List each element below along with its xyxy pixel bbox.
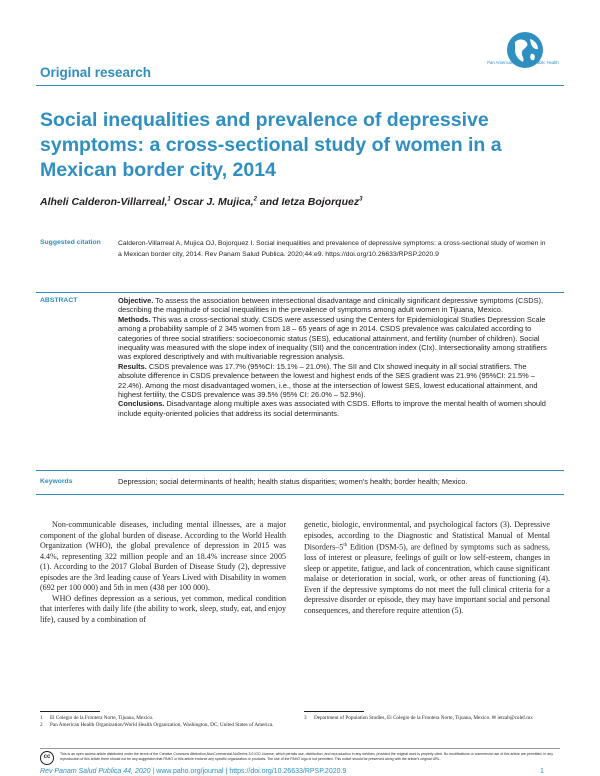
abstract-objective-text: To assess the association between intersectional disadvantage and clinically significant depressive symptoms (CSDS), describing the magnitude of social inequalities in the prevalence of symptoms among adult women in Tijuana, Mexico. bbox=[118, 296, 544, 315]
page-number: 1 bbox=[540, 768, 544, 775]
author-name: Alheli Calderon-Villarreal, bbox=[40, 196, 168, 208]
footer-separator: | bbox=[225, 768, 228, 775]
abstract-results bbox=[118, 362, 550, 400]
body-text: Edition (DSM-5), are defined by symptoms such as sadness, loss of interest or pleasure, feelings of guilt or low self-esteem, changes in sleep or appetite, fatigue, and lack of concentration, which cause significant malaise or deterioration in social, work, or other areas of functioning (4). Even if the depressive symptoms do not meet the full clinical criteria for a depressive disorder or episode, they may have important social and personal consequences, and therefore require attention (5). bbox=[304, 542, 550, 615]
abstract-results-text: CSDS prevalence was 17.7% (95%CI: 15.1% – 21.0%). The SII and CIx showed inequity in all social stratifiers. The absolute difference in CSDS prevalence between the lowest and highest ends of the SES gradient was 21.9% (95%CI: 21.5% – 22.4%). Among the most disadvantaged women, i.e., those at the intersection of lowest SES, lowest educational attainment, and highest fertility, the CSDS prevalence was 39.5% (95% CI: 26.0% – 52.9%). bbox=[118, 361, 538, 400]
abstract-conclusions-text: Disadvantage along multiple axes was associated with CSDS. Efforts to improve the mental health of women should include equity-oriented policies that address its social determinants. bbox=[118, 399, 546, 418]
body-paragraph: Non-communicable diseases, including mental illnesses, are a major component of the global burden of disease. According to the World Health Organization (WHO), the global prevalence of depression in 2015 was 4.4%, representing 322 million people and an 18.4% increase since 2005 (1). According to the 2017 Global Burden of Disease Study (2), depressive episodes are the 3rd leading cause of Years Lived with Disability in women (692 per 100 000) and 5th in men (438 per 100 000). bbox=[40, 520, 286, 592]
author-list bbox=[40, 196, 362, 208]
abstract-body bbox=[118, 296, 550, 418]
creative-commons-icon: cc bbox=[40, 751, 54, 765]
abstract-objective bbox=[118, 296, 550, 315]
author-name: and Ietza Bojorquez bbox=[259, 196, 360, 208]
footnote-text: El Colegio de la Frontera Norte, Tijuana, Mexico. bbox=[50, 715, 154, 721]
body-paragraph bbox=[304, 520, 550, 616]
footer-separator: | bbox=[152, 768, 155, 775]
body-text: genetic, biologic, environmental, and psychological factors (3). Depressive episodes, according to the Diagnostic and Statistical Manual of Mental Disorders–5 bbox=[304, 520, 550, 552]
footnote-number: 2 bbox=[40, 721, 43, 728]
body-column-right bbox=[304, 520, 550, 616]
section-label: Original research bbox=[40, 65, 152, 80]
abstract-conclusions-head: Conclusions. bbox=[118, 399, 165, 409]
keywords-divider bbox=[36, 470, 564, 471]
footnote-rule bbox=[304, 711, 364, 712]
author-name: Oscar J. Mujica, bbox=[173, 196, 254, 208]
footnote-number: 3 bbox=[304, 715, 307, 721]
footnote-text: Department of Population Studies, El Colegio de la Frontera Norte, Tijuana, Mexico. ✉ ietzab@colef.mx bbox=[314, 715, 533, 721]
article-title: Social inequalities and prevalence of depressive symptoms: a cross-sectional study of women in a Mexican border city, 2014 bbox=[40, 109, 502, 181]
abstract-label: ABSTRACT bbox=[40, 297, 78, 304]
abstract-methods bbox=[118, 315, 550, 362]
footnote bbox=[304, 715, 544, 722]
license-box bbox=[40, 748, 560, 764]
citation-label: Suggested citation bbox=[40, 239, 101, 246]
body-superscript: th bbox=[343, 543, 348, 548]
body-paragraph: WHO defines depression as a serious, yet common, medical condition that interferes with daily life (the ability to work, sleep, study, eat, and enjoy life), caused by a combination of bbox=[40, 593, 286, 624]
footer-site-link[interactable]: www.paho.org/journal bbox=[156, 768, 224, 775]
footer-doi-link[interactable]: https://doi.org/10.26633/RPSP.2020.9 bbox=[229, 768, 347, 775]
keywords-text: Depression; social determinants of health; health status disparities; women's health; border health; Mexico. bbox=[118, 477, 468, 486]
keywords-label: Keywords bbox=[40, 478, 73, 485]
license-text: This is an open access article distributed under the terms of the Creative Commons Attribution-NonCommercial-NoDerivs 3.0 IGO License, which permits use, distribution, and reproduction in any medium, provided the original work is properly cited. No modifications or commercial use of this article are permitted. In any reproduction of this article there should not be any suggestion that PAHO or this article endorse any specific organization or products. The use of the PAHO logo is not permitted. This notice should be preserved along with the article's original URL. bbox=[60, 752, 553, 761]
author-affiliation-mark: 3 bbox=[359, 196, 363, 203]
abstract-objective-head: Objective. bbox=[118, 296, 154, 305]
abstract-results-head: Results. bbox=[118, 361, 147, 371]
abstract-conclusions bbox=[118, 399, 550, 418]
footnote-text: Pan American Health Organization/World Health Organization, Washington, DC, United States of America. bbox=[50, 721, 274, 728]
footer-journal: Rev Panam Salud Publica 44, 2020 bbox=[40, 768, 151, 775]
footnote-number: 1 bbox=[40, 715, 43, 721]
abstract-methods-text: This was a cross-sectional study. CSDS were assessed using the Centers for Epidemiological Studies Depression Scale among a probability sample of 2 345 women from 18 – 65 years of age in 2014. CSDS prevalence was calculated according to categories of three social stratifiers: socioeconomic status (SES), educational attainment, and fertility (number of children). Social inequality was measured with the slope index of inequality (SII) and the concentration index (CIx). Intersectionality among stratifiers was explored descriptively and with multivariable regression analysis. bbox=[118, 314, 547, 362]
body-column-left bbox=[40, 520, 286, 625]
page-footer bbox=[40, 768, 346, 775]
abstract-divider bbox=[36, 292, 564, 293]
footnotes-left bbox=[40, 715, 280, 728]
footnotes-right bbox=[304, 715, 544, 722]
footnote bbox=[40, 715, 280, 722]
header-divider bbox=[36, 85, 564, 86]
footnote-rule bbox=[40, 711, 100, 712]
footnote bbox=[40, 722, 280, 729]
keywords-bottom-divider bbox=[36, 494, 564, 495]
citation-text: Calderon-Villarreal A, Mujica OJ, Bojorquez I. Social inequalities and prevalence of depressive symptoms: a cross-sectional study of women in a Mexican border city, 2014. Rev Panam Salud Publica. 2020;44:e9. https://doi.org/10.26633/RPSP.2020.9 bbox=[118, 240, 546, 258]
journal-name: Pan American Journal of Public Health bbox=[487, 60, 559, 65]
abstract-methods-head: Methods. bbox=[118, 314, 151, 324]
author-affiliation-mark: 2 bbox=[253, 196, 257, 203]
author-affiliation-mark: 1 bbox=[167, 196, 171, 203]
